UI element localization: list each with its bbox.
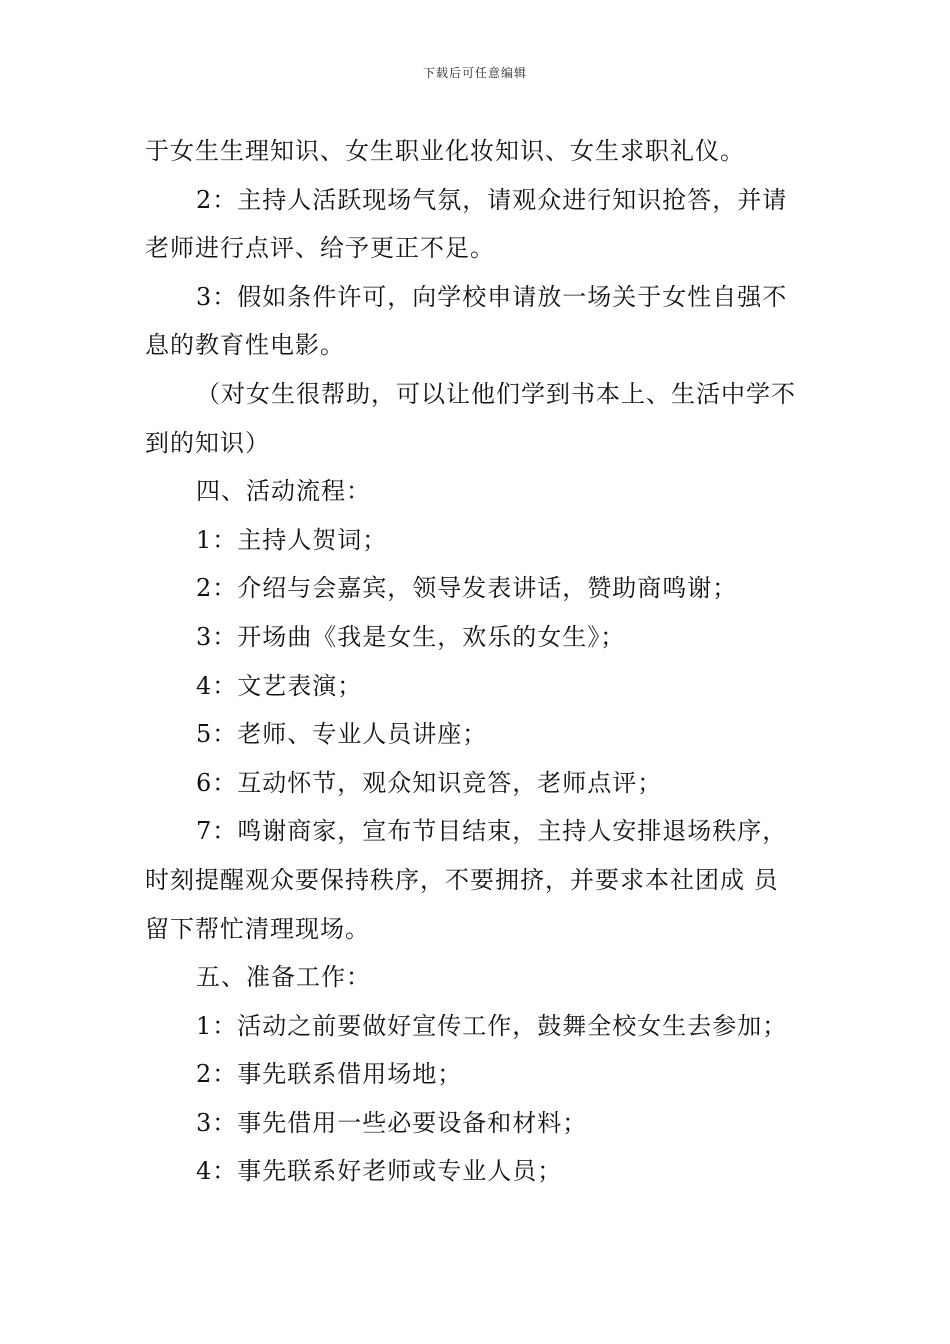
list-item: 3：事先借用一些必要设备和材料； [196,1108,588,1137]
text-line: 于女生生理知识、女生职业化妆知识、女生求职礼仪。 [145,137,745,165]
list-item: 4：事先联系好老师或专业人员； [196,1157,563,1186]
list-item: 4：文艺表演； [196,671,363,700]
list-item: 2：事先联系借用场地； [196,1060,463,1089]
text-line: 留下帮忙清理现场。 [145,914,370,943]
list-item: 3：开场曲《我是女生，欢乐的女生》； [196,622,626,651]
list-item: 6：互动怀节，观众知识竞答，老师点评； [196,768,663,797]
list-item: 1：主持人贺词； [196,525,388,554]
text-line: 老师进行点评、给予更正不足。 [145,234,495,263]
list-item: 1：活动之前要做好宣传工作，鼓舞全校女生去参加； [196,1011,788,1040]
text-line: 时刻提醒观众要保持秩序，不要拥挤，并要求本社团成 员 [145,865,779,894]
section-heading: 四、活动流程： [196,477,371,506]
text-line: 3：假如条件许可，向学校申请放一场关于女性自强不 [196,282,788,311]
text-line: 2：主持人活跃现场气氛，请观众进行知识抢答，并请 [196,185,788,214]
document-body [145,127,810,1196]
list-item: 5：老师、专业人员讲座； [196,720,488,749]
text-line: （对女生很帮助，可以让他们学到书本上、生活中学不 [196,379,796,408]
text-line: 息的教育性电影。 [145,331,345,360]
text-line: 到的知识） [145,428,270,457]
list-item: 7：鸣谢商家，宣布节目结束，主持人安排退场秩序， [196,817,788,846]
page-header: 下载后可任意编辑 [422,66,527,80]
list-item: 2：介绍与会嘉宾，领导发表讲话，赞助商鸣谢； [196,574,738,603]
section-heading: 五、准备工作： [196,963,371,992]
